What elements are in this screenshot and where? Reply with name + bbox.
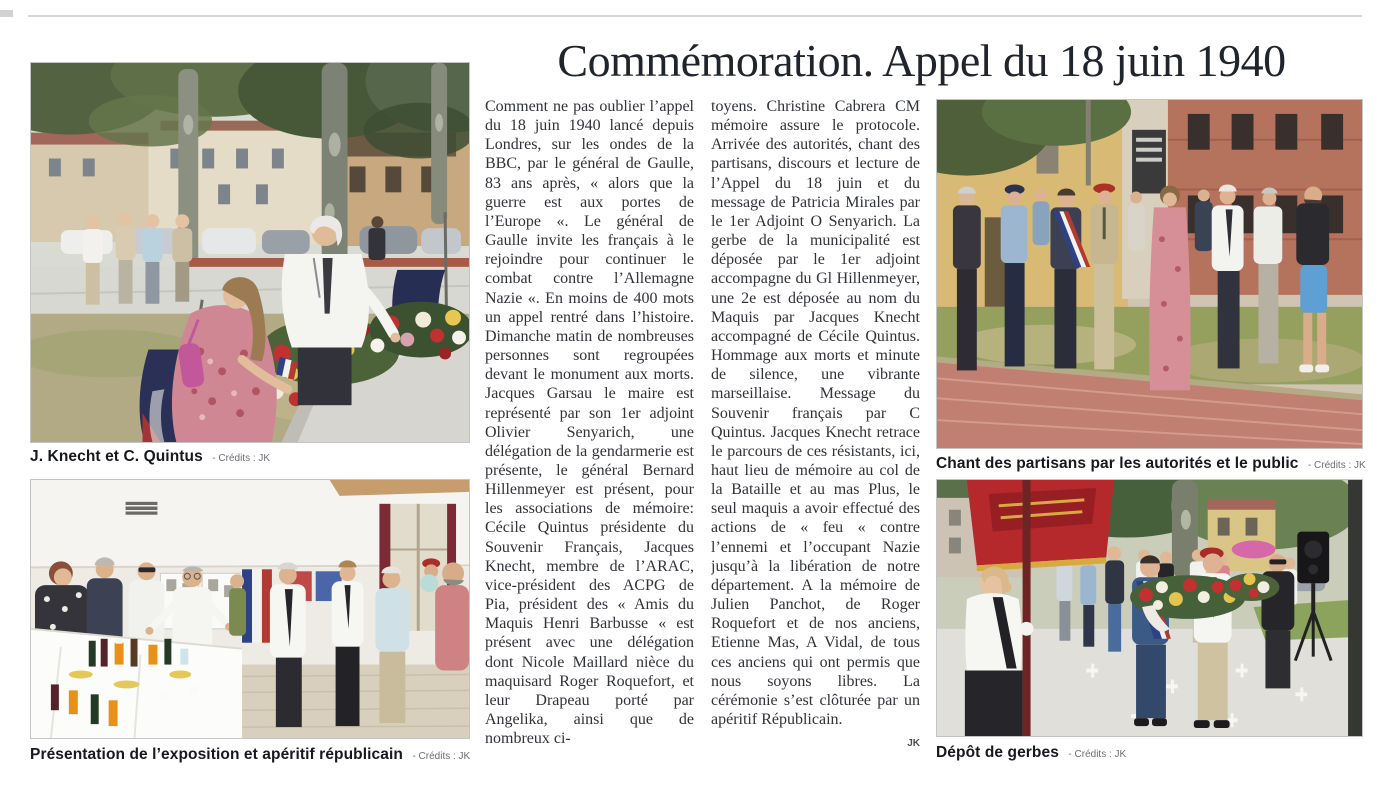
photo3-caption xyxy=(936,455,1366,473)
photo-authorities-lineup xyxy=(936,99,1363,449)
photo1-caption-text: J. Knecht et C. Quintus xyxy=(30,448,203,465)
scan-artifact xyxy=(0,10,13,17)
photo2-image xyxy=(31,480,469,738)
article-column-1-text: Comment ne pas oublier l’appel du 18 juin 1940 lancé depuis Londres, sur les ondes de la BBC, par le général de Gaulle, 83 ans après, « alors que la guerre est aux portes de l’Europe «. Le général de Gaulle invite les français à le rejoindre pour continuer le combat contre l’Allemagne Nazie «. En moins de 400 mots un appel rentré dans l’histoire. Dimanche matin de nombreuses personnes sont regroupées devant le monument aux morts. Jacques Garsau le maire est représenté par son 1er adjoint Olivier Senyarich, une délégation de la gendarmerie est présente, le général Bernard Hillenmeyer est présent, pour les associations de mémoire: Cécile Quintus présidente du Souvenir Français, Jacques Knecht, membre de l’ARAC, vice-président des ACPG de Pia, président des « Amis du Maquis Henri Barbusse « est présent avec une délégation dont Nicole Maillard nièce du maquisard Roger Roquefort, et leur Drapeau porté par Angelika, ainsi que de nombreux ci- xyxy=(485,98,694,748)
photo3-credits: - Crédits : JK xyxy=(1307,460,1366,471)
buffet-table xyxy=(31,629,242,738)
wreath-bearer-beret xyxy=(1194,547,1232,728)
article-column-2-text: toyens. Christine Cabrera CM mémoire assure le protocole. Arrivée des autorités, chant des partisans, discours et lecture de l’Appel du 18 juin et du message de Patricia Mirales par le 1er Adjoint O Senyarich. La gerbe de la municipalité est déposée par le 1er adjoint accompagne du Gl Hillenmeyer, une 2e est déposée au nom du Maquis par Jacques Knecht accompagné de Cécile Quintus. Hommage aux morts et minute de silence, une vibrante marseillaise. Message du Souvenir français par C Quintus. Jacques Knecht retrace le parcours de ces résistants, ici, haut lieu de mémoire au col de la Bataille et au mas Plus, le seul maquis a avoir effectué des actions de « feu « contre l’ennemi et l’occupant Nazie jusqu’à la libération de notre département. A la mémoire de Julien Panchot, de Roger Roquefort et de nos anciens, Etienne Mas, A Vidal, de tous ces anciens qui ont permis que nous soyons libres. La cérémonie s’est clôturée par un apéritif Républicain. xyxy=(711,98,920,728)
photo3-caption-text: Chant des partisans par les autorités et le public xyxy=(936,455,1299,472)
photo1-credits: - Crédits : JK xyxy=(212,453,271,464)
french-flag-display xyxy=(242,569,272,642)
photo2-caption xyxy=(30,746,470,764)
article-headline: Commémoration. Appel du 18 juin 1940 xyxy=(557,35,1286,86)
photo2-credits: - Crédits : JK xyxy=(412,751,471,762)
photo3-image xyxy=(937,100,1362,448)
article-column-2 xyxy=(711,97,920,769)
photo2-caption-text: Présentation de l’exposition et apéritif républicain xyxy=(30,746,403,763)
article-column-1 xyxy=(485,97,694,769)
photo1-image xyxy=(31,63,469,442)
photo-wreath-bearers xyxy=(936,479,1363,737)
top-rule xyxy=(28,15,1362,17)
photo4-credits: - Crédits : JK xyxy=(1068,749,1127,760)
photo-reception-exposition xyxy=(30,479,470,739)
photo-wreath-laying-monument xyxy=(30,62,470,443)
photo4-caption-text: Dépôt de gerbes xyxy=(936,744,1059,761)
photo4-image xyxy=(937,480,1362,736)
photo1-caption xyxy=(30,448,270,466)
photo4-caption xyxy=(936,744,1126,762)
author-initials: JK xyxy=(907,738,920,749)
